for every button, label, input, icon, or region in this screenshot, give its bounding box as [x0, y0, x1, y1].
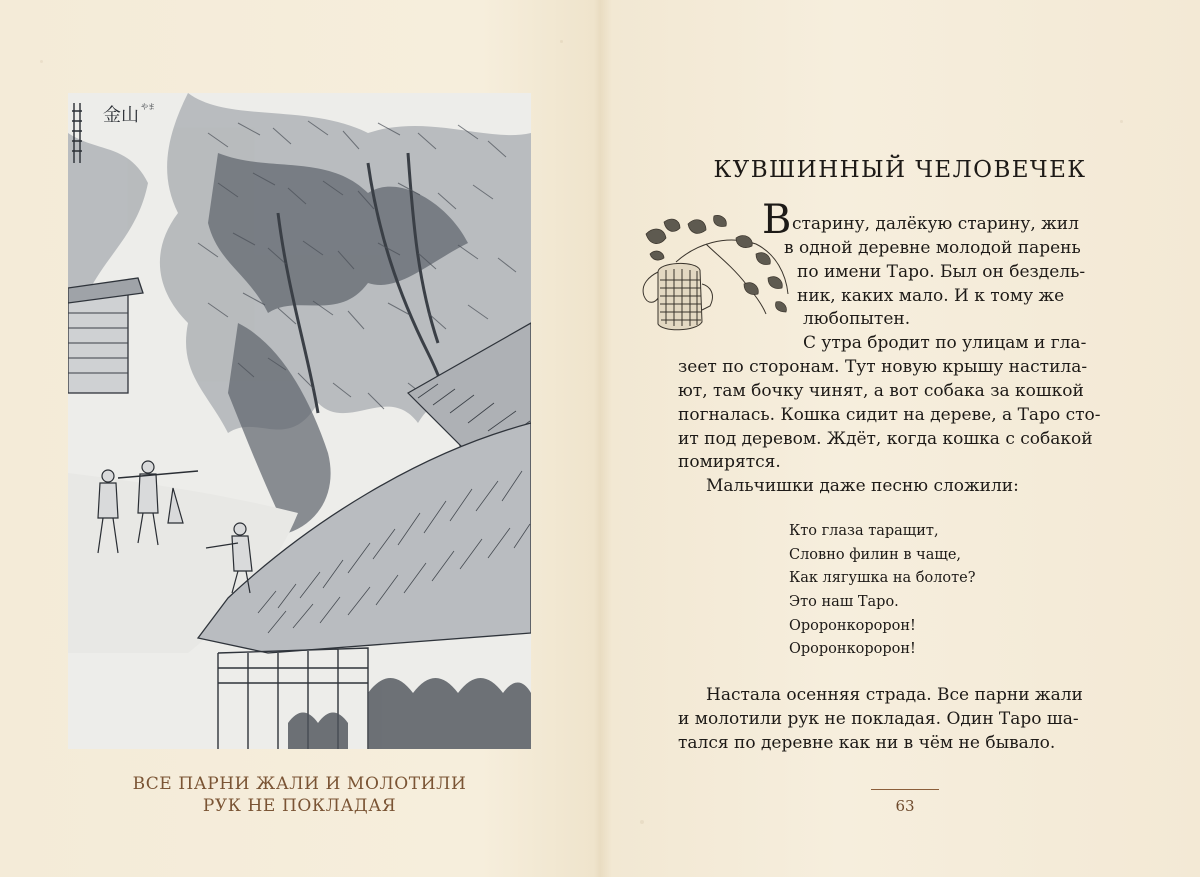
text-line: тался по деревне как ни в чём не бывало.	[678, 733, 1056, 753]
right-page	[600, 0, 1200, 877]
illustration-art	[68, 93, 531, 749]
text-line: зеет по сторонам. Тут новую крышу настила-	[678, 357, 1088, 377]
page-number: 63	[895, 797, 915, 815]
text-line: Мальчишки даже песню сложили:	[706, 476, 1019, 496]
text-line: в одной деревне молодой парень	[784, 238, 1081, 258]
poem-line: Ороронкоророн!	[789, 618, 916, 634]
text-line: помирятся.	[678, 452, 781, 472]
illustration-caption	[68, 773, 531, 817]
poem-line: Это наш Таро.	[789, 594, 899, 610]
text-line: ит под деревом. Ждёт, когда кошка с собакой	[678, 429, 1093, 449]
illustration-seal-furigana: やま	[141, 103, 155, 111]
caption-line: РУК НЕ ПОКЛАДАЯ	[202, 796, 397, 816]
poem-line: Кто глаза таращит,	[789, 523, 939, 539]
text-line: С утра бродит по улицам и гла-	[803, 333, 1087, 353]
caption-line: ВСЕ ПАРНИ ЖАЛИ И МОЛОТИЛИ	[132, 774, 467, 794]
text-line: по имени Таро. Был он бездель-	[797, 262, 1086, 282]
text-line: погналась. Кошка сидит на дереве, а Таро сто-	[678, 405, 1101, 425]
text-line: ник, каких мало. И к тому же	[797, 286, 1065, 306]
text-line: и молотили рук не покладая. Один Таро ша-	[678, 709, 1079, 729]
illustration-seal: 金山	[103, 105, 139, 126]
text-line: любопытен.	[803, 309, 911, 329]
text-line: Настала осенняя страда. Все парни жали	[706, 685, 1083, 705]
text-line: старину, далёкую старину, жил	[792, 214, 1079, 234]
poem-line: Как лягушка на болоте?	[789, 570, 976, 586]
poem-line: Ороронкоророн!	[789, 641, 916, 657]
page-number-rule	[871, 789, 939, 790]
drop-cap: В	[762, 197, 792, 243]
woodblock-illustration	[68, 93, 531, 749]
poem-line: Словно филин в чаще,	[789, 547, 962, 563]
text-line: ют, там бочку чинят, а вот собака за кошкой	[678, 381, 1084, 401]
chapter-title: КУВШИННЫЙ ЧЕЛОВЕЧЕК	[713, 157, 1087, 183]
